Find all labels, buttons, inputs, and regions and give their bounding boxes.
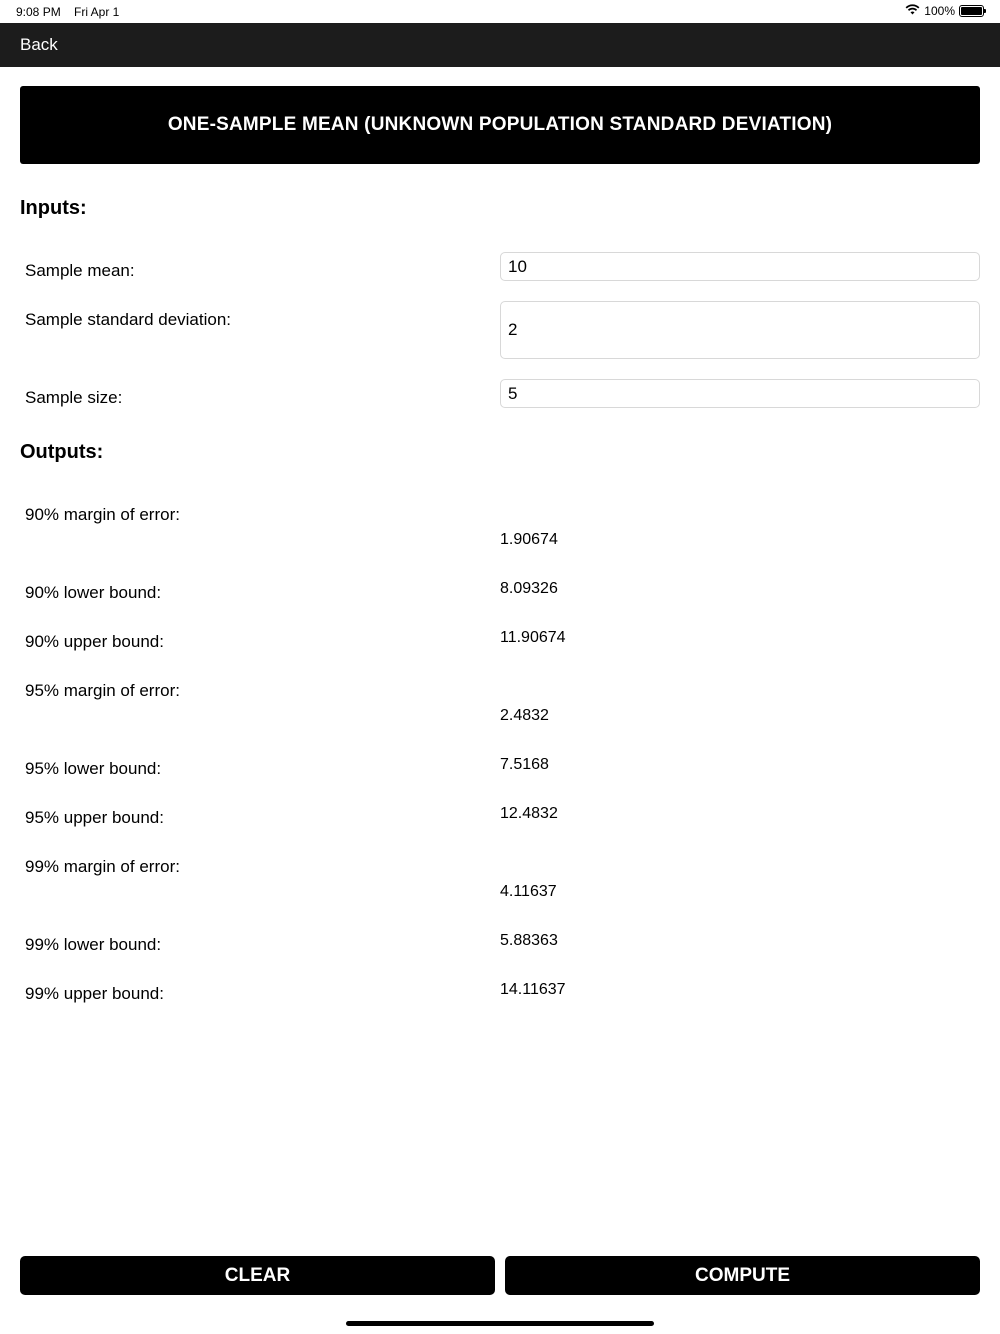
wifi-icon	[905, 4, 920, 18]
inputs-heading: Inputs:	[20, 197, 87, 219]
sample-sd-label: Sample standard deviation:	[25, 310, 232, 329]
output-value: 5.88363	[500, 932, 558, 949]
output-label: 90% margin of error:	[25, 505, 180, 524]
sample-sd-input[interactable]: 2	[500, 301, 980, 359]
output-value: 11.90674	[500, 629, 566, 646]
sample-size-input[interactable]: 5	[500, 379, 980, 408]
sample-mean-label: Sample mean:	[25, 261, 135, 280]
status-bar	[0, 0, 1000, 23]
page-title: ONE-SAMPLE MEAN (UNKNOWN POPULATION STANDARD DEVIATION)	[167, 114, 833, 135]
output-value: 12.4832	[500, 805, 558, 822]
output-label: 95% margin of error:	[25, 681, 180, 700]
outputs-heading: Outputs:	[20, 441, 104, 463]
status-date: Fri Apr 1	[74, 5, 120, 19]
output-value: 7.5168	[500, 756, 549, 773]
battery-icon	[959, 5, 984, 17]
output-label: 99% margin of error:	[25, 857, 180, 876]
output-value: 2.4832	[500, 707, 549, 724]
output-label: 99% upper bound:	[25, 984, 164, 1003]
status-time: 9:08 PM	[16, 5, 61, 19]
clear-button[interactable]: CLEAR	[20, 1256, 495, 1295]
home-indicator	[346, 1321, 654, 1326]
sample-size-label: Sample size:	[25, 388, 123, 407]
back-button[interactable]: Back	[20, 35, 58, 54]
battery-percent: 100%	[924, 4, 955, 18]
status-right	[905, 4, 984, 18]
output-label: 99% lower bound:	[25, 935, 162, 954]
output-label: 95% upper bound:	[25, 808, 164, 827]
output-value: 14.11637	[500, 981, 566, 998]
output-value: 1.90674	[500, 531, 558, 548]
compute-button[interactable]: COMPUTE	[505, 1256, 980, 1295]
output-value: 4.11637	[500, 883, 557, 900]
navigation-bar	[0, 23, 1000, 67]
output-label: 90% upper bound:	[25, 632, 164, 651]
output-label: 90% lower bound:	[25, 583, 162, 602]
output-value: 8.09326	[500, 580, 558, 597]
title-banner	[20, 86, 980, 164]
output-label: 95% lower bound:	[25, 759, 162, 778]
sample-mean-input[interactable]: 10	[500, 252, 980, 281]
